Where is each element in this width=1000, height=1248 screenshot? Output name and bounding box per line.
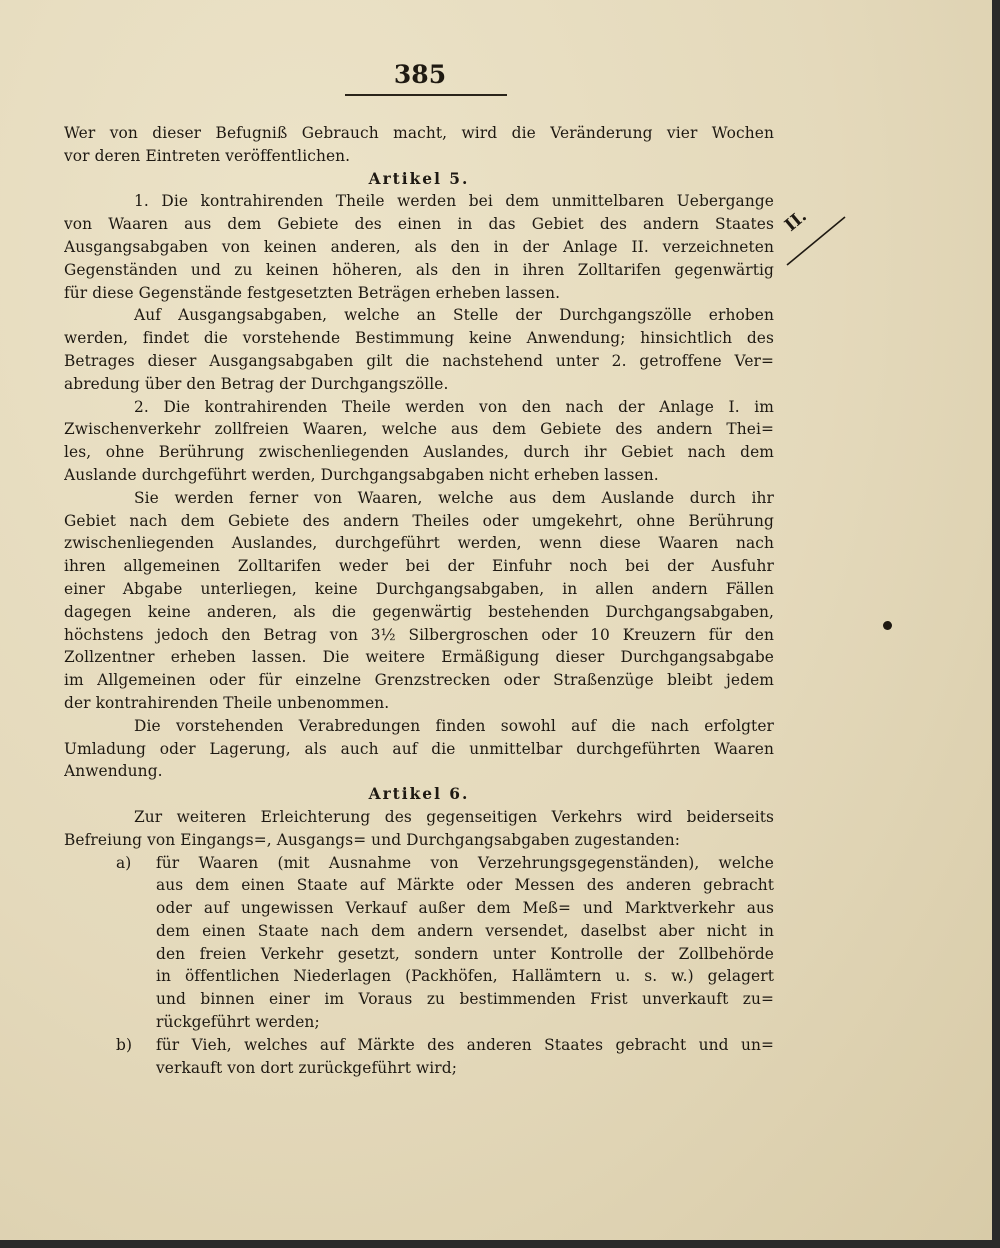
header-rule: [345, 94, 507, 96]
item-label: a): [116, 853, 132, 872]
scan-edge-bottom: [0, 1240, 1000, 1248]
text-line: Zwischenverkehr zollfreien Waaren, welche aus dem Gebiete des andern Thei=: [64, 420, 774, 439]
text-line: abredung über den Betrag der Durchgangszölle.: [64, 374, 449, 393]
text-line: den freien Verkehr gesetzt, sondern unter Kontrolle der Zollbehörde: [156, 944, 774, 963]
text-line: rückgeführt werden;: [156, 1013, 320, 1032]
article-5-paragraph-4: [64, 487, 774, 715]
text-line: höchstens jedoch den Betrag von 3½ Silbergroschen oder 10 Kreuzern für den: [64, 625, 774, 644]
text-line: Gegenständen und zu keinen höheren, als den in ihren Zolltarifen gegenwärtig: [64, 260, 774, 279]
text-line: dem einen Staate nach dem andern versendet, daselbst aber nicht in: [156, 921, 774, 940]
article-5-paragraph-1: [64, 190, 774, 304]
list-item-b: [64, 1034, 774, 1080]
text-line: 2. Die kontrahirenden Theile werden von den nach der Anlage I. im: [134, 397, 774, 416]
body-text: [64, 122, 774, 1079]
text-line: für Waaren (mit Ausnahme von Verzehrungsgegenständen), welche: [156, 853, 774, 872]
text-line: dagegen keine anderen, als die gegenwärtig bestehenden Durchgangsabgaben,: [64, 602, 774, 621]
text-line: von Waaren aus dem Gebiete des einen in das Gebiet des andern Staates: [64, 215, 774, 234]
article-6-paragraph-1: [64, 806, 774, 852]
margin-annotation: [783, 205, 853, 275]
text-line: vor deren Eintreten veröffentlichen.: [64, 146, 351, 165]
text-line: im Allgemeinen oder für einzelne Grenzstrecken oder Straßenzüge bleibt jedem: [64, 671, 774, 690]
text-line: Zollzentner erheben lassen. Die weitere Ermäßigung dieser Durchgangsabgabe: [64, 648, 774, 667]
list-item-a: [64, 852, 774, 1034]
item-label: b): [116, 1035, 133, 1054]
article-6-heading: Artikel 6.: [368, 785, 470, 804]
article-5-paragraph-5: [64, 715, 774, 783]
article-5-paragraph-2: [64, 304, 774, 395]
text-line: Zur weiteren Erleichterung des gegenseitigen Verkehrs wird beiderseits: [134, 807, 774, 826]
intro-paragraph: [64, 122, 774, 168]
text-line: und binnen einer im Voraus zu bestimmenden Frist unverkauft zu=: [156, 990, 774, 1009]
text-line: Befreiung von Eingangs=, Ausgangs= und Durchgangsabgaben zugestanden:: [64, 830, 681, 849]
text-line: der kontrahirenden Theile unbenommen.: [64, 693, 390, 712]
ink-dot: [883, 621, 892, 630]
margin-note-text: II.: [781, 206, 811, 236]
text-line: Anwendung.: [64, 762, 163, 781]
text-line: in öffentlichen Niederlagen (Packhöfen, Hallämtern u. s. w.) gelagert: [156, 967, 774, 986]
text-line: Gebiet nach dem Gebiete des andern Theiles oder umgekehrt, ohne Berührung: [64, 511, 774, 530]
text-line: les, ohne Berührung zwischenliegenden Auslandes, durch ihr Gebiet nach dem: [64, 443, 774, 462]
text-line: für Vieh, welches auf Märkte des anderen Staates gebracht und un=: [156, 1035, 774, 1054]
text-line: Auslande durchgeführt werden, Durchgangsabgaben nicht erheben lassen.: [64, 465, 659, 484]
text-line: Wer von dieser Befugniß Gebrauch macht, wird die Veränderung vier Wochen: [64, 124, 774, 142]
text-line: oder auf ungewissen Verkauf außer dem Meß= und Marktverkehr aus: [156, 899, 774, 918]
text-line: Sie werden ferner von Waaren, welche aus dem Auslande durch ihr: [134, 488, 774, 507]
text-line: 1. Die kontrahirenden Theile werden bei dem unmittelbaren Uebergange: [134, 192, 774, 211]
text-line: zwischenliegenden Auslandes, durchgeführt werden, wenn diese Waaren nach: [64, 534, 774, 553]
scan-edge-right: [992, 0, 1000, 1248]
text-line: Umladung oder Lagerung, als auch auf die unmittelbar durchgeführten Waaren: [64, 739, 774, 758]
text-line: für diese Gegenstände festgesetzten Beträgen erheben lassen.: [64, 283, 561, 302]
text-line: werden, findet die vorstehende Bestimmung keine Anwendung; hinsichtlich des: [64, 329, 774, 348]
text-line: ihren allgemeinen Zolltarifen weder bei der Einfuhr noch bei der Ausfuhr: [64, 557, 774, 576]
text-line: Die vorstehenden Verabredungen finden sowohl auf die nach erfolgter: [134, 716, 774, 735]
article-5-heading: Artikel 5.: [368, 169, 470, 188]
article-5-paragraph-3: [64, 396, 774, 487]
text-line: Betrages dieser Ausgangsabgaben gilt die nachstehend unter 2. getroffene Ver=: [64, 351, 774, 370]
text-line: einer Abgabe unterliegen, keine Durchgangsabgaben, in allen andern Fällen: [64, 579, 774, 598]
text-line: Ausgangsabgaben von keinen anderen, als den in der Anlage II. verzeichneten: [64, 237, 774, 256]
page-number: 385: [393, 60, 447, 89]
text-line: Auf Ausgangsabgaben, welche an Stelle der Durchgangszölle erhoben: [134, 306, 774, 325]
text-line: verkauft von dort zurückgeführt wird;: [156, 1058, 458, 1077]
text-line: aus dem einen Staate auf Märkte oder Messen des anderen gebracht: [156, 876, 774, 895]
